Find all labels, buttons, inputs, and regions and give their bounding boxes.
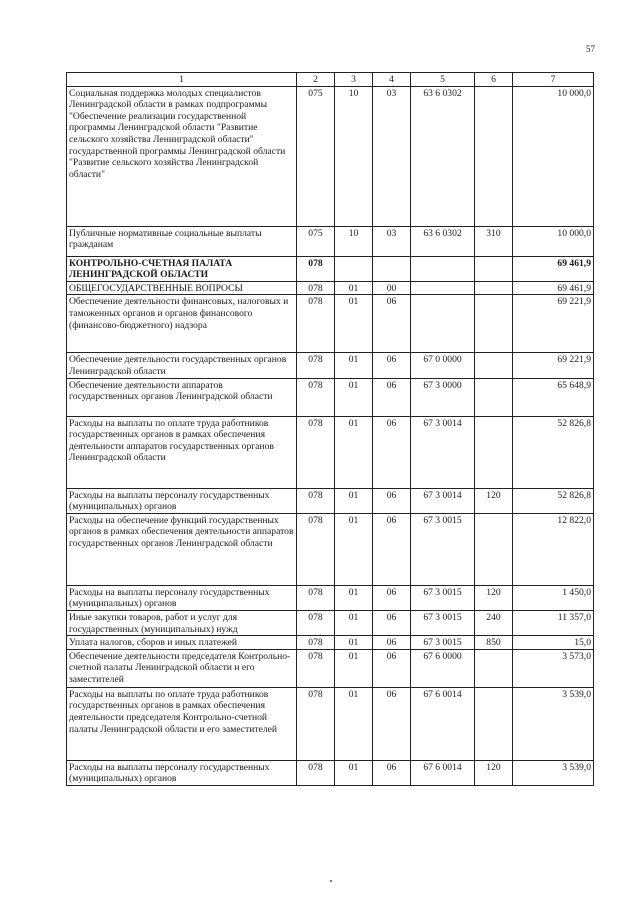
code-section-cell: 01 [335,760,373,785]
header-row [67,73,594,87]
table-row [67,256,594,281]
table-row [67,353,594,378]
table-row [67,281,594,295]
code-target-cell [411,295,475,353]
code-subsection-cell: 03 [373,226,411,256]
table-row [67,649,594,687]
row-name-cell: Расходы на выплаты персоналу государственных (муниципальных) органов [67,488,297,513]
budget-table [66,72,594,786]
code-ministry-cell: 078 [297,378,335,416]
code-ministry-cell: 078 [297,513,335,585]
row-name-cell: ОБЩЕГОСУДАРСТВЕННЫЕ ВОПРОСЫ [67,281,297,295]
code-subsection-cell: 06 [373,353,411,378]
amount-cell: 10 000,0 [513,86,594,226]
table-row [67,687,594,760]
code-ministry-cell: 075 [297,226,335,256]
code-section-cell [335,256,373,281]
code-ministry-cell: 078 [297,610,335,635]
code-target-cell: 67 3 0015 [411,513,475,585]
code-section-cell: 01 [335,488,373,513]
code-ministry-cell: 078 [297,295,335,353]
row-name-cell: Обеспечение деятельности председателя Контрольно-счетной палаты Ленинградской области и его заместителей [67,649,297,687]
code-section-cell: 10 [335,226,373,256]
code-expense-type-cell [475,281,513,295]
page-number: 57 [586,44,595,54]
code-target-cell: 67 6 0014 [411,760,475,785]
code-expense-type-cell [475,353,513,378]
amount-cell: 3 539,0 [513,760,594,785]
table-row [67,226,594,256]
code-ministry-cell: 078 [297,281,335,295]
code-section-cell: 01 [335,295,373,353]
amount-cell: 52 826,8 [513,416,594,488]
row-name-cell: Обеспечение деятельности финансовых, налоговых и таможенных органов и органов финансового (финансово-бюджетного) надзора [67,295,297,353]
amount-cell: 11 357,0 [513,610,594,635]
code-subsection-cell: 06 [373,687,411,760]
code-target-cell: 67 6 0014 [411,687,475,760]
column-header: 2 [297,73,335,87]
code-section-cell: 01 [335,636,373,650]
column-header: 3 [335,73,373,87]
code-target-cell: 67 3 0000 [411,378,475,416]
code-target-cell: 67 0 0000 [411,353,475,378]
table-row [67,636,594,650]
row-name-cell: Расходы на обеспечение функций государственных органов в рамках обеспечения деятельности аппаратов государственных органов Ленинградской области [67,513,297,585]
code-subsection-cell: 06 [373,610,411,635]
row-name-cell: Расходы на выплаты по оплате труда работников государственных органов в рамках обеспечения деятельности председателя Контрольно-счетной палаты Ленинградской области и его заместителей [67,687,297,760]
amount-cell: 65 648,9 [513,378,594,416]
code-expense-type-cell [475,513,513,585]
code-ministry-cell: 078 [297,760,335,785]
table-row [67,86,594,226]
code-expense-type-cell: 240 [475,610,513,635]
code-expense-type-cell [475,687,513,760]
scan-dot [330,880,332,882]
amount-cell: 69 221,9 [513,295,594,353]
code-section-cell: 01 [335,585,373,610]
code-subsection-cell: 06 [373,649,411,687]
row-name-cell: Расходы на выплаты по оплате труда работников государственных органов в рамках обеспечения деятельности аппаратов государственных органов Ленинградской области [67,416,297,488]
table-row [67,513,594,585]
amount-cell: 3 539,0 [513,687,594,760]
code-target-cell [411,281,475,295]
code-target-cell: 63 6 0302 [411,86,475,226]
row-name-cell: Социальная поддержка молодых специалистов Ленинградской области в рамках подпрограммы "Обеспечение реализации государственной программы Ленинградской области "Развитие сельского хозяйства Ленинградской области" государственной программы Ленинградской области "Развитие сельского хозяйства Ленинградской области" [67,86,297,226]
code-subsection-cell: 06 [373,513,411,585]
code-section-cell: 01 [335,610,373,635]
code-expense-type-cell: 850 [475,636,513,650]
code-ministry-cell: 078 [297,687,335,760]
code-subsection-cell: 06 [373,295,411,353]
code-section-cell: 01 [335,649,373,687]
code-section-cell: 10 [335,86,373,226]
table-row [67,585,594,610]
code-target-cell: 67 3 0015 [411,585,475,610]
code-expense-type-cell: 120 [475,585,513,610]
column-header: 1 [67,73,297,87]
code-subsection-cell: 06 [373,760,411,785]
column-header: 6 [475,73,513,87]
code-ministry-cell: 075 [297,86,335,226]
code-subsection-cell: 03 [373,86,411,226]
row-name-cell: Расходы на выплаты персоналу государственных (муниципальных) органов [67,585,297,610]
code-target-cell: 67 3 0015 [411,636,475,650]
code-target-cell [411,256,475,281]
row-name-cell: КОНТРОЛЬНО-СЧЕТНАЯ ПАЛАТА ЛЕНИНГРАДСКОЙ ОБЛАСТИ [67,256,297,281]
row-name-cell: Публичные нормативные социальные выплаты гражданам [67,226,297,256]
code-ministry-cell: 078 [297,585,335,610]
table-row [67,610,594,635]
row-name-cell: Расходы на выплаты персоналу государственных (муниципальных) органов [67,760,297,785]
code-ministry-cell: 078 [297,649,335,687]
code-subsection-cell [373,256,411,281]
amount-cell: 10 000,0 [513,226,594,256]
amount-cell: 15,0 [513,636,594,650]
code-expense-type-cell [475,295,513,353]
code-section-cell: 01 [335,378,373,416]
code-ministry-cell: 078 [297,256,335,281]
code-target-cell: 63 6 0302 [411,226,475,256]
code-subsection-cell: 06 [373,416,411,488]
code-expense-type-cell: 120 [475,760,513,785]
amount-cell: 69 461,9 [513,281,594,295]
code-expense-type-cell [475,378,513,416]
code-ministry-cell: 078 [297,416,335,488]
row-name-cell: Уплата налогов, сборов и иных платежей [67,636,297,650]
code-section-cell: 01 [335,513,373,585]
code-expense-type-cell [475,86,513,226]
code-expense-type-cell [475,256,513,281]
code-subsection-cell: 06 [373,636,411,650]
amount-cell: 12 822,0 [513,513,594,585]
amount-cell: 69 221,9 [513,353,594,378]
amount-cell: 3 573,0 [513,649,594,687]
row-name-cell: Обеспечение деятельности государственных органов Ленинградской области [67,353,297,378]
code-section-cell: 01 [335,281,373,295]
amount-cell: 1 450,0 [513,585,594,610]
column-header: 7 [513,73,594,87]
table-row [67,378,594,416]
code-expense-type-cell: 120 [475,488,513,513]
table-row [67,760,594,785]
amount-cell: 52 826,8 [513,488,594,513]
row-name-cell: Иные закупки товаров, работ и услуг для государственных (муниципальных) нужд [67,610,297,635]
code-subsection-cell: 06 [373,488,411,513]
code-section-cell: 01 [335,687,373,760]
code-ministry-cell: 078 [297,488,335,513]
code-target-cell: 67 3 0015 [411,610,475,635]
code-expense-type-cell: 310 [475,226,513,256]
code-section-cell: 01 [335,416,373,488]
table-row [67,488,594,513]
column-header: 5 [411,73,475,87]
code-target-cell: 67 3 0014 [411,488,475,513]
column-header: 4 [373,73,411,87]
code-expense-type-cell [475,416,513,488]
code-target-cell: 67 3 0014 [411,416,475,488]
code-expense-type-cell [475,649,513,687]
table-row [67,295,594,353]
code-subsection-cell: 00 [373,281,411,295]
code-subsection-cell: 06 [373,378,411,416]
code-ministry-cell: 078 [297,353,335,378]
code-subsection-cell: 06 [373,585,411,610]
code-target-cell: 67 6 0000 [411,649,475,687]
code-ministry-cell: 078 [297,636,335,650]
amount-cell: 69 461,9 [513,256,594,281]
table-row [67,416,594,488]
row-name-cell: Обеспечение деятельности аппаратов государственных органов Ленинградской области [67,378,297,416]
code-section-cell: 01 [335,353,373,378]
